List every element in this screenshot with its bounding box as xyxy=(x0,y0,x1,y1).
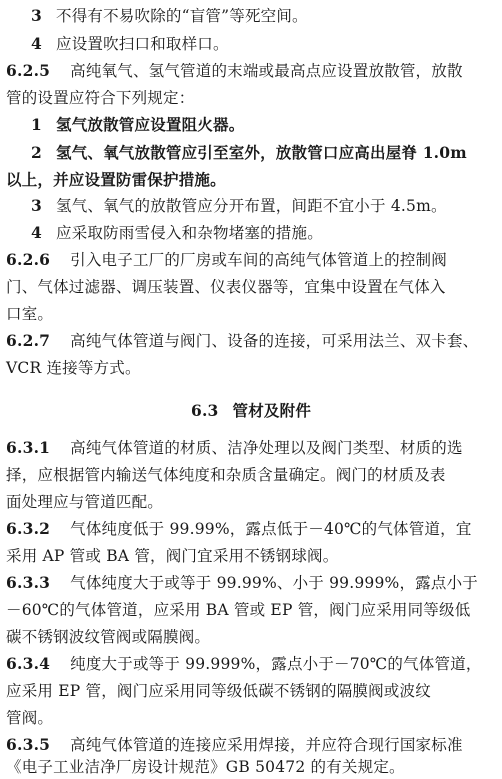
clause-text: 高纯气体管道与阀门、设备的连接，可采用法兰、双卡套、 xyxy=(70,332,479,350)
clause-continuation xyxy=(0,302,502,326)
clause-number: 6.3.1 xyxy=(6,438,51,457)
clause-text: 碳不锈钢波纹管阀或隔膜阀。 xyxy=(6,628,211,646)
item-number: 4 xyxy=(31,223,42,242)
item-number: 2 xyxy=(31,143,42,162)
clause-text: 择，应根据管内输送气体纯度和杂质含量确定。阀门的材质及表 xyxy=(6,466,446,484)
clause-continuation xyxy=(0,490,502,514)
clause-line xyxy=(0,436,502,460)
clause-number: 6.2.6 xyxy=(6,250,51,269)
clause-text: 高纯氧气、氢气管道的末端或最高点应设置放散管，放散 xyxy=(70,62,463,80)
clause-number: 6.2.7 xyxy=(6,331,51,350)
clause-line xyxy=(0,59,502,83)
clause-text: VCR 连接等方式。 xyxy=(6,359,141,377)
clause-text: 引入电子工厂的厂房或车间的高纯气体管道上的控制阀 xyxy=(70,251,447,269)
item-text: 氢气、氧气放散管应引至室外，放散管口应高出屋脊 1.0m xyxy=(56,143,467,162)
list-item xyxy=(0,221,502,245)
list-item xyxy=(0,141,502,165)
clause-continuation xyxy=(0,275,502,299)
clause-text: 气体纯度大于或等于 99.99%、小于 99.999%，露点小于 xyxy=(70,574,478,592)
clause-line xyxy=(0,329,502,353)
item-number: 4 xyxy=(31,34,42,53)
clause-text: 面处理应与管道匹配。 xyxy=(6,493,164,511)
clause-text: －60℃的气体管道，应采用 BA 管或 EP 管，阀门应采用同等级低 xyxy=(6,601,471,619)
clause-continuation xyxy=(0,598,502,622)
clause-number: 6.2.5 xyxy=(6,61,51,80)
item-text: 应采取防雨雪侵入和杂物堵塞的措施。 xyxy=(56,224,323,242)
clause-number: 6.3.4 xyxy=(6,654,51,673)
item-text: 不得有不易吹除的“盲管”等死空间。 xyxy=(56,7,308,25)
item-text: 以上，并应设置防雷保护措施。 xyxy=(6,170,226,189)
item-text: 应设置吹扫口和取样口。 xyxy=(56,35,229,53)
clause-line xyxy=(0,733,502,757)
clause-continuation xyxy=(0,625,502,649)
clause-continuation xyxy=(0,544,502,568)
clause-text: 高纯气体管道的连接应采用焊接，并应符合现行国家标准 xyxy=(70,736,463,754)
list-item xyxy=(0,32,502,56)
item-text: 氢气放散管应设置阻火器。 xyxy=(56,115,245,134)
clause-number: 6.3.5 xyxy=(6,735,51,754)
clause-text: 管的设置应符合下列规定： xyxy=(6,89,195,107)
item-number: 3 xyxy=(31,196,42,215)
clause-text: 高纯气体管道的材质、洁净处理以及阀门类型、材质的选 xyxy=(70,439,463,457)
clause-continuation xyxy=(0,706,502,730)
clause-line xyxy=(0,652,502,676)
clause-line xyxy=(0,517,502,541)
clause-text: 采用 AP 管或 BA 管，阀门宜采用不锈钢球阀。 xyxy=(6,547,339,565)
section-title: 管材及附件 xyxy=(232,401,312,420)
clause-text: 口室。 xyxy=(6,305,54,323)
item-text: 氢气、氧气的放散管应分开布置，间距不宜小于 4.5m。 xyxy=(56,197,447,215)
clause-continuation xyxy=(0,356,502,380)
clause-line xyxy=(0,248,502,272)
clause-continuation xyxy=(0,463,502,487)
section-number: 6.3 xyxy=(190,401,219,420)
clause-text: 气体纯度低于 99.99%，露点低于－40℃的气体管道，宜 xyxy=(70,520,472,538)
section-heading xyxy=(0,399,502,423)
item-number: 3 xyxy=(31,6,42,25)
clause-text: 门、气体过滤器、调压装置、仪表仪器等，宜集中设置在气体入 xyxy=(6,278,446,296)
clause-text: 应采用 EP 管，阀门应采用同等级低碳不锈钢的隔膜阀或波纹 xyxy=(6,682,431,700)
clause-continuation xyxy=(0,86,502,110)
item-number: 1 xyxy=(31,115,42,134)
clause-text: 管阀。 xyxy=(6,709,54,727)
clause-continuation xyxy=(0,679,502,703)
list-item xyxy=(0,4,502,28)
item-continuation xyxy=(0,168,502,192)
clause-line xyxy=(0,571,502,595)
clause-number: 6.3.3 xyxy=(6,573,51,592)
clause-continuation xyxy=(0,755,502,779)
clause-text: 《电子工业洁净厂房设计规范》GB 50472 的有关规定。 xyxy=(6,758,405,776)
list-item xyxy=(0,113,502,137)
list-item xyxy=(0,194,502,218)
clause-text: 纯度大于或等于 99.999%，露点小于－70℃的气体管道， xyxy=(70,655,482,673)
clause-number: 6.3.2 xyxy=(6,519,51,538)
